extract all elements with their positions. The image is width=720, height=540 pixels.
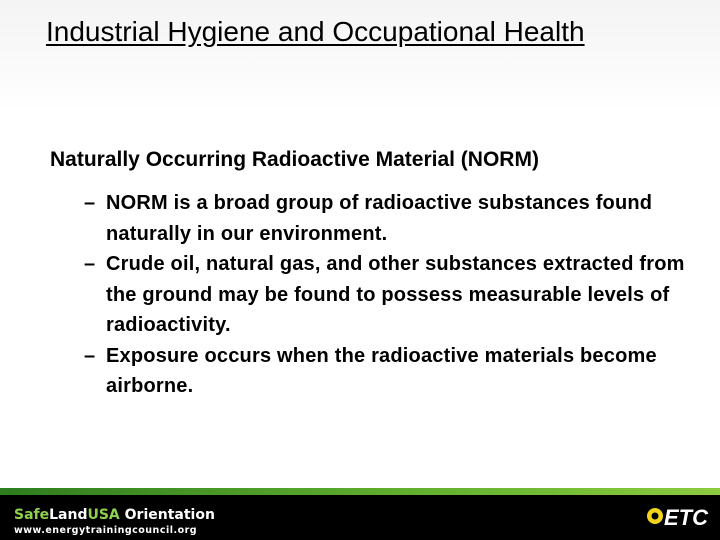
bullet-dash: – xyxy=(84,344,96,367)
footer-brand xyxy=(14,507,215,523)
footer-accent-bar xyxy=(0,488,720,495)
slide-heading: Naturally Occurring Radioactive Material (NORM) xyxy=(50,148,539,171)
bullet-list xyxy=(84,188,704,402)
bullet-dash: – xyxy=(84,253,96,275)
etc-logo-mark-center xyxy=(652,513,659,520)
footer xyxy=(0,488,720,540)
bullet-text: Crude oil, natural gas, and other substances extracted from the ground may be found to possess measurable levels of radioactivity. xyxy=(106,253,685,336)
etc-logo xyxy=(644,500,712,534)
brand-part-safe: Safe xyxy=(14,507,50,523)
etc-logo-text: ETC xyxy=(664,505,708,530)
bullet-item xyxy=(84,249,704,341)
slide-title: Industrial Hygiene and Occupational Health xyxy=(46,16,585,47)
bullet-text: Exposure occurs when the radioactive materials become airborne. xyxy=(106,344,657,397)
bullet-text: NORM is a broad group of radioactive substances found naturally in our environment. xyxy=(106,192,653,245)
bullet-item xyxy=(84,341,704,402)
brand-part-land: Land xyxy=(49,507,88,523)
brand-part-usa: USA xyxy=(87,507,120,523)
footer-url: www.energytrainingcouncil.org xyxy=(14,525,198,536)
bullet-dash: – xyxy=(84,192,96,214)
bullet-item xyxy=(84,188,704,249)
brand-part-orientation: Orientation xyxy=(119,507,215,523)
